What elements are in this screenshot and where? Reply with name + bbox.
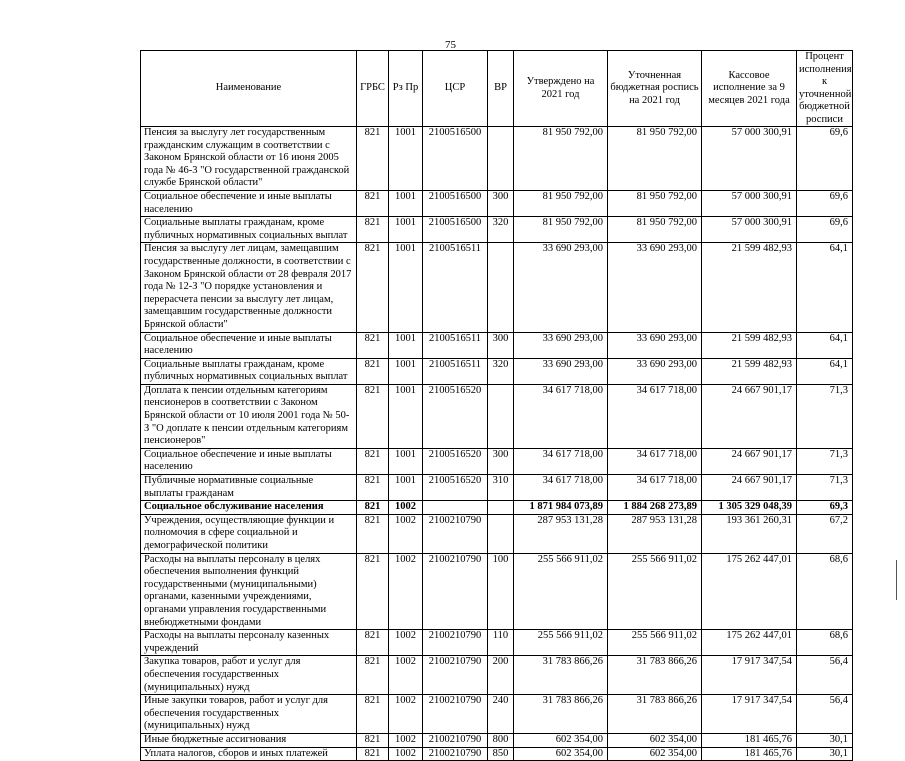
- cell-cash: 175 262 447,01: [702, 553, 797, 630]
- cell-vr: 240: [488, 695, 514, 734]
- table-row: [141, 332, 853, 358]
- cell-rzpr: 1002: [389, 553, 423, 630]
- cell-grbs: 821: [357, 217, 389, 243]
- cell-vr: 300: [488, 190, 514, 216]
- cell-approved: 33 690 293,00: [514, 243, 608, 332]
- cell-grbs: 821: [357, 695, 389, 734]
- cell-approved: 1 871 984 073,89: [514, 501, 608, 515]
- cell-name: Социальное обеспечение и иные выплаты населению: [141, 332, 357, 358]
- cell-name: Социальные выплаты гражданам, кроме публичных нормативных социальных выплат: [141, 217, 357, 243]
- header-percent: Процент исполнения к уточненной бюджетной росписи: [797, 51, 853, 127]
- table-row: [141, 733, 853, 747]
- cell-grbs: 821: [357, 475, 389, 501]
- table-row: [141, 243, 853, 332]
- cell-approved: 602 354,00: [514, 747, 608, 761]
- header-approved: Утверждено на 2021 год: [514, 51, 608, 127]
- cell-csr: 2100210790: [423, 656, 488, 695]
- cell-vr: 320: [488, 358, 514, 384]
- cell-name: Социальные выплаты гражданам, кроме публичных нормативных социальных выплат: [141, 358, 357, 384]
- cell-grbs: 821: [357, 190, 389, 216]
- cell-csr: 2100516511: [423, 358, 488, 384]
- table-row: [141, 747, 853, 761]
- cell-grbs: 821: [357, 127, 389, 191]
- table-row: [141, 630, 853, 656]
- cell-approved: 33 690 293,00: [514, 332, 608, 358]
- cell-rzpr: 1001: [389, 475, 423, 501]
- cell-csr: 2100516500: [423, 190, 488, 216]
- table-row: [141, 448, 853, 474]
- cell-percent: 64,1: [797, 332, 853, 358]
- cell-percent: 64,1: [797, 358, 853, 384]
- cell-csr: 2100516520: [423, 475, 488, 501]
- cell-name: Расходы на выплаты персоналу в целях обеспечения выполнения функций государственными (муниципальными) органами, казенными учреждениями, органами управления государственными внебюджетными фондами: [141, 553, 357, 630]
- cell-name: Расходы на выплаты персоналу казенных учреждений: [141, 630, 357, 656]
- cell-percent: 67,2: [797, 514, 853, 553]
- cell-cash: 1 305 329 048,39: [702, 501, 797, 515]
- cell-vr: 110: [488, 630, 514, 656]
- cell-percent: 71,3: [797, 448, 853, 474]
- table-row: [141, 358, 853, 384]
- table-row: [141, 475, 853, 501]
- cell-cash: 175 262 447,01: [702, 630, 797, 656]
- cell-csr: 2100516520: [423, 448, 488, 474]
- cell-cash: 21 599 482,93: [702, 332, 797, 358]
- cell-percent: 69,6: [797, 217, 853, 243]
- page-number: 75: [445, 39, 456, 51]
- header-grbs: ГРБС: [357, 51, 389, 127]
- cell-approved: 81 950 792,00: [514, 190, 608, 216]
- cell-csr: 2100516511: [423, 332, 488, 358]
- table-row: [141, 190, 853, 216]
- cell-approved: 287 953 131,28: [514, 514, 608, 553]
- cell-cash: 17 917 347,54: [702, 656, 797, 695]
- cell-vr: 850: [488, 747, 514, 761]
- cell-rzpr: 1001: [389, 190, 423, 216]
- cell-rzpr: 1001: [389, 243, 423, 332]
- cell-grbs: 821: [357, 384, 389, 448]
- cell-percent: 68,6: [797, 553, 853, 630]
- cell-cash: 21 599 482,93: [702, 243, 797, 332]
- cell-cash: 21 599 482,93: [702, 358, 797, 384]
- cell-percent: 69,6: [797, 190, 853, 216]
- cell-grbs: 821: [357, 448, 389, 474]
- cell-percent: 64,1: [797, 243, 853, 332]
- cell-cash: 17 917 347,54: [702, 695, 797, 734]
- cell-approved: 31 783 866,26: [514, 695, 608, 734]
- cell-refined: 255 566 911,02: [608, 553, 702, 630]
- cell-refined: 81 950 792,00: [608, 217, 702, 243]
- cell-approved: 602 354,00: [514, 733, 608, 747]
- cell-cash: 24 667 901,17: [702, 384, 797, 448]
- cell-refined: 1 884 268 273,89: [608, 501, 702, 515]
- cell-rzpr: 1002: [389, 514, 423, 553]
- cell-refined: 287 953 131,28: [608, 514, 702, 553]
- cell-approved: 81 950 792,00: [514, 217, 608, 243]
- cell-cash: 57 000 300,91: [702, 190, 797, 216]
- cell-name: Закупка товаров, работ и услуг для обеспечения государственных (муниципальных) нужд: [141, 656, 357, 695]
- cell-refined: 81 950 792,00: [608, 190, 702, 216]
- cell-grbs: 821: [357, 514, 389, 553]
- table-row: [141, 553, 853, 630]
- cell-approved: 31 783 866,26: [514, 656, 608, 695]
- cell-approved: 34 617 718,00: [514, 475, 608, 501]
- cell-name: Публичные нормативные социальные выплаты гражданам: [141, 475, 357, 501]
- cell-name: Иные бюджетные ассигнования: [141, 733, 357, 747]
- cell-vr: 320: [488, 217, 514, 243]
- cell-name: Пенсия за выслугу лет государственным гражданским служащим в соответствии с Законом Брянской области от 16 июня 2005 года № 46-3 "О государственной гражданской службе Брянской области": [141, 127, 357, 191]
- cell-refined: 602 354,00: [608, 733, 702, 747]
- cell-percent: 71,3: [797, 475, 853, 501]
- cell-cash: 181 465,76: [702, 747, 797, 761]
- cell-vr: [488, 384, 514, 448]
- cell-cash: 24 667 901,17: [702, 448, 797, 474]
- cell-vr: 300: [488, 448, 514, 474]
- cell-cash: 57 000 300,91: [702, 127, 797, 191]
- cell-csr: [423, 501, 488, 515]
- table-row: [141, 217, 853, 243]
- cell-rzpr: 1001: [389, 358, 423, 384]
- cell-percent: 69,6: [797, 127, 853, 191]
- cell-csr: 2100516500: [423, 217, 488, 243]
- cell-refined: 255 566 911,02: [608, 630, 702, 656]
- table-row: [141, 127, 853, 191]
- table-row: [141, 514, 853, 553]
- cell-approved: 34 617 718,00: [514, 448, 608, 474]
- cell-refined: 31 783 866,26: [608, 695, 702, 734]
- cell-rzpr: 1001: [389, 217, 423, 243]
- cell-csr: 2100210790: [423, 747, 488, 761]
- cell-percent: 56,4: [797, 656, 853, 695]
- cell-grbs: 821: [357, 358, 389, 384]
- header-vr: ВР: [488, 51, 514, 127]
- table-row: [141, 695, 853, 734]
- cell-rzpr: 1001: [389, 127, 423, 191]
- cell-csr: 2100210790: [423, 695, 488, 734]
- cell-refined: 31 783 866,26: [608, 656, 702, 695]
- cell-vr: 100: [488, 553, 514, 630]
- cell-approved: 81 950 792,00: [514, 127, 608, 191]
- table-row: [141, 501, 853, 515]
- cell-percent: 30,1: [797, 747, 853, 761]
- header-name: Наименование: [141, 51, 357, 127]
- cell-rzpr: 1001: [389, 448, 423, 474]
- cell-refined: 34 617 718,00: [608, 448, 702, 474]
- cell-rzpr: 1002: [389, 733, 423, 747]
- cell-refined: 602 354,00: [608, 747, 702, 761]
- cell-vr: 300: [488, 332, 514, 358]
- cell-csr: 2100210790: [423, 733, 488, 747]
- cell-csr: 2100210790: [423, 553, 488, 630]
- table-row: [141, 656, 853, 695]
- cell-refined: 33 690 293,00: [608, 243, 702, 332]
- cell-name: Иные закупки товаров, работ и услуг для обеспечения государственных (муниципальных) нужд: [141, 695, 357, 734]
- cell-name: Пенсия за выслугу лет лицам, замещавшим государственные должности, в соответствии с Законом Брянской области от 28 февраля 2017 года № 12-З "О порядке установления и перерасчета пенсии за выслугу лет лицам, замещавшим государственные должности Брянской области": [141, 243, 357, 332]
- cell-grbs: 821: [357, 656, 389, 695]
- cell-percent: 71,3: [797, 384, 853, 448]
- header-cash: Кассовое исполнение за 9 месяцев 2021 года: [702, 51, 797, 127]
- header-refined: Уточненная бюджетная роспись на 2021 год: [608, 51, 702, 127]
- cell-grbs: 821: [357, 630, 389, 656]
- cell-name: Учреждения, осуществляющие функции и полномочия в сфере социальной и демографической политики: [141, 514, 357, 553]
- cell-cash: 193 361 260,31: [702, 514, 797, 553]
- cell-refined: 33 690 293,00: [608, 332, 702, 358]
- cell-refined: 34 617 718,00: [608, 384, 702, 448]
- cell-rzpr: 1002: [389, 630, 423, 656]
- cell-csr: 2100516520: [423, 384, 488, 448]
- cell-grbs: 821: [357, 747, 389, 761]
- cell-vr: 200: [488, 656, 514, 695]
- cell-cash: 57 000 300,91: [702, 217, 797, 243]
- cell-grbs: 821: [357, 243, 389, 332]
- header-rzpr: Рз Пр: [389, 51, 423, 127]
- cell-approved: 33 690 293,00: [514, 358, 608, 384]
- cell-rzpr: 1002: [389, 656, 423, 695]
- cell-refined: 81 950 792,00: [608, 127, 702, 191]
- cell-csr: 2100210790: [423, 514, 488, 553]
- table-header-row: [141, 51, 853, 127]
- cell-cash: 24 667 901,17: [702, 475, 797, 501]
- cell-refined: 34 617 718,00: [608, 475, 702, 501]
- cell-rzpr: 1001: [389, 332, 423, 358]
- cell-vr: [488, 501, 514, 515]
- cell-name: Доплата к пенсии отдельным категориям пенсионеров в соответствии с Законом Брянской области от 10 июля 2001 года № 50-З "О доплате к пенсии отдельным категориям пенсионеров": [141, 384, 357, 448]
- cell-percent: 56,4: [797, 695, 853, 734]
- cell-grbs: 821: [357, 501, 389, 515]
- cell-csr: 2100516500: [423, 127, 488, 191]
- cell-vr: [488, 127, 514, 191]
- cell-grbs: 821: [357, 733, 389, 747]
- cell-name: Уплата налогов, сборов и иных платежей: [141, 747, 357, 761]
- cell-name: Социальное обеспечение и иные выплаты населению: [141, 190, 357, 216]
- cell-grbs: 821: [357, 332, 389, 358]
- cell-rzpr: 1001: [389, 384, 423, 448]
- cell-grbs: 821: [357, 553, 389, 630]
- cell-percent: 69,3: [797, 501, 853, 515]
- cell-vr: 310: [488, 475, 514, 501]
- cell-approved: 255 566 911,02: [514, 553, 608, 630]
- cell-approved: 255 566 911,02: [514, 630, 608, 656]
- header-csr: ЦСР: [423, 51, 488, 127]
- cell-percent: 30,1: [797, 733, 853, 747]
- cell-name: Социальное обеспечение и иные выплаты населению: [141, 448, 357, 474]
- cell-csr: 2100210790: [423, 630, 488, 656]
- cell-rzpr: 1002: [389, 695, 423, 734]
- budget-table: [140, 50, 853, 761]
- cell-vr: [488, 514, 514, 553]
- cell-approved: 34 617 718,00: [514, 384, 608, 448]
- cell-refined: 33 690 293,00: [608, 358, 702, 384]
- cell-csr: 2100516511: [423, 243, 488, 332]
- cell-vr: [488, 243, 514, 332]
- table-row: [141, 384, 853, 448]
- page-edge-mark: [896, 560, 899, 600]
- cell-name: Социальное обслуживание населения: [141, 501, 357, 515]
- cell-rzpr: 1002: [389, 747, 423, 761]
- cell-vr: 800: [488, 733, 514, 747]
- cell-rzpr: 1002: [389, 501, 423, 515]
- cell-percent: 68,6: [797, 630, 853, 656]
- cell-cash: 181 465,76: [702, 733, 797, 747]
